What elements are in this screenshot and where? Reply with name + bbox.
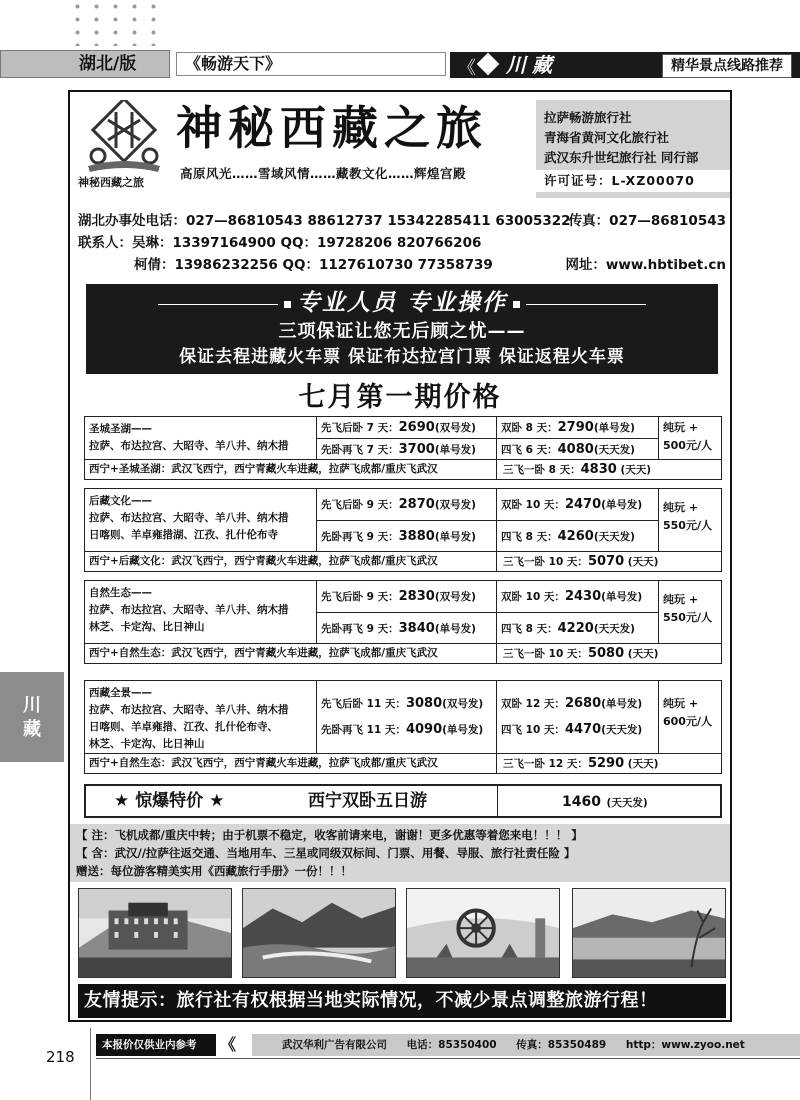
divider <box>526 304 646 305</box>
category-title: 川藏 <box>506 53 558 77</box>
departure-note: (单号发) <box>593 422 635 434</box>
bullet-icon <box>513 301 520 308</box>
package-name: 自然生态—— <box>89 587 152 599</box>
price-value: 4260 <box>557 529 594 544</box>
publisher-name: 武汉华利广告有限公司 <box>282 1039 387 1051</box>
note-line: 【 含：武汉//拉萨往返交通、当地用车、三星或同级双标间、门票、用餐、导服、旅行社责任险 】 <box>76 846 576 860</box>
departure-note: (单号发) <box>434 531 476 543</box>
price-col-train-flight <box>497 681 659 754</box>
pure-tour-surcharge <box>659 489 723 541</box>
extension-note: (天天) <box>627 648 659 660</box>
route-line: 拉萨、布达拉宫、大昭寺、羊八井、纳木措 <box>89 512 289 524</box>
friendly-reminder: 友情提示：旅行社有权根据当地实际情况，不减少景点调整旅游行程！ <box>78 984 726 1018</box>
ad-title: 神秘西藏之旅 <box>176 101 488 155</box>
price-option: 双卧 10 天： <box>501 499 565 511</box>
side-tab <box>0 672 64 762</box>
package-card <box>84 680 722 774</box>
route-line: 日喀则、羊卓雍措、江孜、扎什伦布寺、 <box>89 721 278 733</box>
double-chevron-left-icon: 《 <box>220 1035 237 1054</box>
departure-note: (单号发) <box>442 724 484 736</box>
extension-price: 5070 <box>587 554 625 569</box>
price-value: 2830 <box>398 589 435 604</box>
extension-note: (天天) <box>627 556 659 568</box>
departure-note: (双号发) <box>434 422 476 434</box>
route-line: 拉萨、布达拉宫、大昭寺、羊八井、纳木措 <box>89 604 289 616</box>
departure-note: (单号发) <box>601 591 643 603</box>
banner-subheadline: 三项保证让您无后顾之忧—— <box>278 321 526 342</box>
fax-number: 传真：027—86810543 <box>568 213 726 229</box>
surcharge-price: 550元/人 <box>663 611 712 624</box>
package-name: 圣城圣湖—— <box>89 423 152 435</box>
price-option: 先卧再飞 9 天： <box>321 623 399 635</box>
note-line: 【 注：飞机成都/重庆中转；由于机票不稳定，收客前请来电，谢谢！更多优惠等着您来电！！！ 】 <box>76 828 583 842</box>
extension-price: 5290 <box>587 756 625 771</box>
notes-box <box>70 824 730 882</box>
departure-note: (双号发) <box>442 698 484 710</box>
price-option: 先卧再飞 9 天： <box>321 531 399 543</box>
license-number: 许可证号：L-XZ00070 <box>536 170 730 192</box>
potala-palace-photo <box>78 888 232 978</box>
price-value: 2790 <box>557 420 594 435</box>
ad-header <box>70 92 730 202</box>
route-line: 日喀则、羊卓雍措湖、江孜、扎什伦布寺 <box>89 529 278 541</box>
xining-extension-row <box>85 643 721 663</box>
xining-extension-row <box>85 459 721 479</box>
page-footer <box>0 1028 800 1100</box>
lake-photo <box>572 888 726 978</box>
price-option: 先飞后卧 9 天： <box>321 591 399 603</box>
price-value: 3080 <box>405 696 443 711</box>
package-route <box>85 489 317 552</box>
price-option: 双卧 12 天： <box>501 698 565 710</box>
surcharge-label: 纯玩 + <box>663 501 699 514</box>
extension-option: 三飞一卧 10 天： <box>503 556 588 568</box>
extension-option: 三飞一卧 12 天： <box>503 758 588 770</box>
extension-option: 三飞一卧 10 天： <box>503 648 588 660</box>
extension-note: (天天) <box>627 758 659 770</box>
endless-knot-logo-icon <box>78 100 170 180</box>
special-price: 1460 <box>562 794 601 810</box>
diamond-icon <box>477 53 500 76</box>
price-value: 3700 <box>398 442 435 457</box>
price-value: 3840 <box>398 621 435 636</box>
photo-strip <box>78 888 726 978</box>
special-offer <box>84 784 722 818</box>
price-option: 先飞后卧 7 天： <box>321 422 399 434</box>
divider <box>90 1028 91 1100</box>
price-col-train-flight <box>497 417 659 460</box>
price-option: 四飞 10 天： <box>501 724 565 736</box>
price-value: 2870 <box>398 497 435 512</box>
route-line: 拉萨、布达拉宫、大昭寺、羊八井、纳木措 <box>89 704 289 716</box>
price-value: 4080 <box>557 442 594 457</box>
surcharge-price: 600元/人 <box>663 715 712 728</box>
price-col-train-flight <box>497 489 659 552</box>
extension-price: 4830 <box>580 462 617 477</box>
office-phone: 湖北办事处电话：027—86810543 88612737 15342285411 63005322 <box>78 213 571 229</box>
mountain-river-photo <box>242 888 396 978</box>
agency-name: 青海省黄河文化旅行社 <box>544 130 670 145</box>
dharma-wheel-photo <box>406 888 560 978</box>
publisher-phone: 电话：85350400 <box>406 1039 497 1051</box>
departure-note: (天天发) <box>593 531 635 543</box>
double-chevron-left-icon: 《 <box>458 58 476 79</box>
banner-headline: 专业人员 专业操作 <box>296 289 507 316</box>
xining-extension-row <box>85 551 721 571</box>
ad-slogan: 高原风光……雪域风情……藏教文化……辉煌宫殿 <box>180 166 467 181</box>
package-card <box>84 580 722 664</box>
departure-note: (双号发) <box>434 499 476 511</box>
departure-note: (天天发) <box>593 623 635 635</box>
advertisement-frame <box>68 90 732 1022</box>
special-tour-name: 西宁双卧五日游 <box>308 791 427 811</box>
package-name: 西藏全景—— <box>89 687 152 699</box>
price-col-flight-train <box>317 581 497 644</box>
extension-route: 西宁+圣城圣湖：武汉飞西宁，西宁青藏火车进藏，拉萨飞成都/重庆飞武汉 <box>85 460 497 479</box>
agency-name: 拉萨畅游旅行社 <box>544 110 632 125</box>
logo-caption: 神秘西藏之旅 <box>78 176 144 189</box>
contact-person-2: 柯倩：13986232256 QQ：1127610730 77358739 <box>134 257 493 273</box>
extension-price: 5080 <box>587 646 625 661</box>
price-section-title: 七月第一期价格 <box>298 382 502 413</box>
price-col-flight-train <box>317 417 497 460</box>
price-value: 2470 <box>564 497 602 512</box>
pure-tour-surcharge <box>659 417 723 461</box>
price-value: 2690 <box>398 420 435 435</box>
price-col-train-flight <box>497 581 659 644</box>
side-tab-char: 藏 <box>23 719 41 740</box>
departure-note: (天天发) <box>593 444 635 456</box>
departure-note: (单号发) <box>434 444 476 456</box>
page-number: 218 <box>46 1048 75 1066</box>
package-card <box>84 416 722 480</box>
price-value: 4220 <box>557 621 594 636</box>
website: 网址：www.hbtibet.cn <box>565 257 726 273</box>
price-option: 先卧再飞 11 天： <box>321 724 406 736</box>
extension-route: 西宁+自然生态：武汉飞西宁，西宁青藏火车进藏，拉萨飞成都/重庆飞武汉 <box>85 644 497 663</box>
pure-tour-surcharge <box>659 681 723 737</box>
surcharge-price: 550元/人 <box>663 519 712 532</box>
price-col-flight-train <box>317 681 497 754</box>
surcharge-label: 纯玩 + <box>663 421 699 434</box>
publisher-url: http：www.zyoo.net <box>625 1039 745 1051</box>
disclaimer: 本报价仅供业内参考 <box>96 1034 216 1056</box>
price-option: 四飞 6 天： <box>501 444 558 456</box>
extension-route: 西宁+后藏文化：武汉飞西宁，西宁青藏火车进藏，拉萨飞成都/重庆飞武汉 <box>85 552 497 571</box>
divider <box>96 1058 800 1059</box>
departure-note: (天天发) <box>601 724 643 736</box>
note-line: 赠送：每位游客精美实用《西藏旅行手册》一份！！！ <box>76 864 352 878</box>
price-value: 2430 <box>564 589 602 604</box>
extension-route: 西宁+自然生态：武汉飞西宁，西宁青藏火车进藏，拉萨飞成都/重庆飞武汉 <box>85 754 497 773</box>
route-line: 林芝、卡定沟、比日神山 <box>89 738 205 750</box>
extension-note: (天天) <box>620 464 652 476</box>
package-route <box>85 681 317 754</box>
guarantee-banner <box>86 284 718 374</box>
price-option: 先飞后卧 9 天： <box>321 499 399 511</box>
publisher-bar <box>252 1034 800 1056</box>
package-route <box>85 581 317 644</box>
price-value: 4090 <box>405 722 443 737</box>
surcharge-label: 纯玩 + <box>663 697 699 710</box>
decorative-dot-grid <box>68 0 163 46</box>
publisher-fax: 传真：85350489 <box>516 1039 607 1051</box>
divider <box>158 304 278 305</box>
price-option: 双卧 10 天： <box>501 591 565 603</box>
price-option: 先卧再飞 7 天： <box>321 444 399 456</box>
special-note: (天天发) <box>606 797 648 809</box>
top-bar <box>0 50 800 80</box>
price-value: 3880 <box>398 529 435 544</box>
route-line: 拉萨、布达拉宫、大昭寺、羊八井、纳木措 <box>89 440 289 452</box>
agency-list <box>536 100 730 198</box>
package-route <box>85 417 317 460</box>
price-option: 四飞 8 天： <box>501 531 558 543</box>
special-label: ★ 惊爆特价 ★ <box>114 791 225 811</box>
route-line: 林芝、卡定沟、比日神山 <box>89 621 205 633</box>
category-subtitle: 精华景点线路推荐 <box>662 54 792 78</box>
edition-label: 湖北/版 <box>0 50 170 78</box>
price-option: 先飞后卧 11 天： <box>321 698 406 710</box>
departure-note: (单号发) <box>434 623 476 635</box>
category-header <box>450 52 800 78</box>
bullet-icon <box>284 301 291 308</box>
departure-note: (单号发) <box>601 698 643 710</box>
magazine-name: 《畅游天下》 <box>176 52 446 76</box>
package-name: 后藏文化—— <box>89 495 152 507</box>
surcharge-label: 纯玩 + <box>663 593 699 606</box>
side-tab-char: 川 <box>23 695 41 716</box>
xining-extension-row <box>85 753 721 773</box>
surcharge-price: 500元/人 <box>663 439 712 452</box>
package-card <box>84 488 722 572</box>
price-value: 4470 <box>564 722 602 737</box>
departure-note: (单号发) <box>601 499 643 511</box>
banner-guarantees: 保证去程进藏火车票 保证布达拉宫门票 保证返程火车票 <box>179 347 625 367</box>
price-option: 双卧 8 天： <box>501 422 558 434</box>
price-value: 2680 <box>564 696 602 711</box>
price-option: 四飞 8 天： <box>501 623 558 635</box>
contact-person-1: 吴琳：13397164900 QQ：19728206 820766206 <box>132 235 482 251</box>
price-col-flight-train <box>317 489 497 552</box>
contact-block <box>78 210 726 276</box>
pure-tour-surcharge <box>659 581 723 633</box>
extension-option: 三飞一卧 8 天： <box>503 464 581 476</box>
agency-name: 武汉东升世纪旅行社 同行部 <box>544 150 699 165</box>
departure-note: (双号发) <box>434 591 476 603</box>
contact-label: 联系人： <box>78 235 132 251</box>
